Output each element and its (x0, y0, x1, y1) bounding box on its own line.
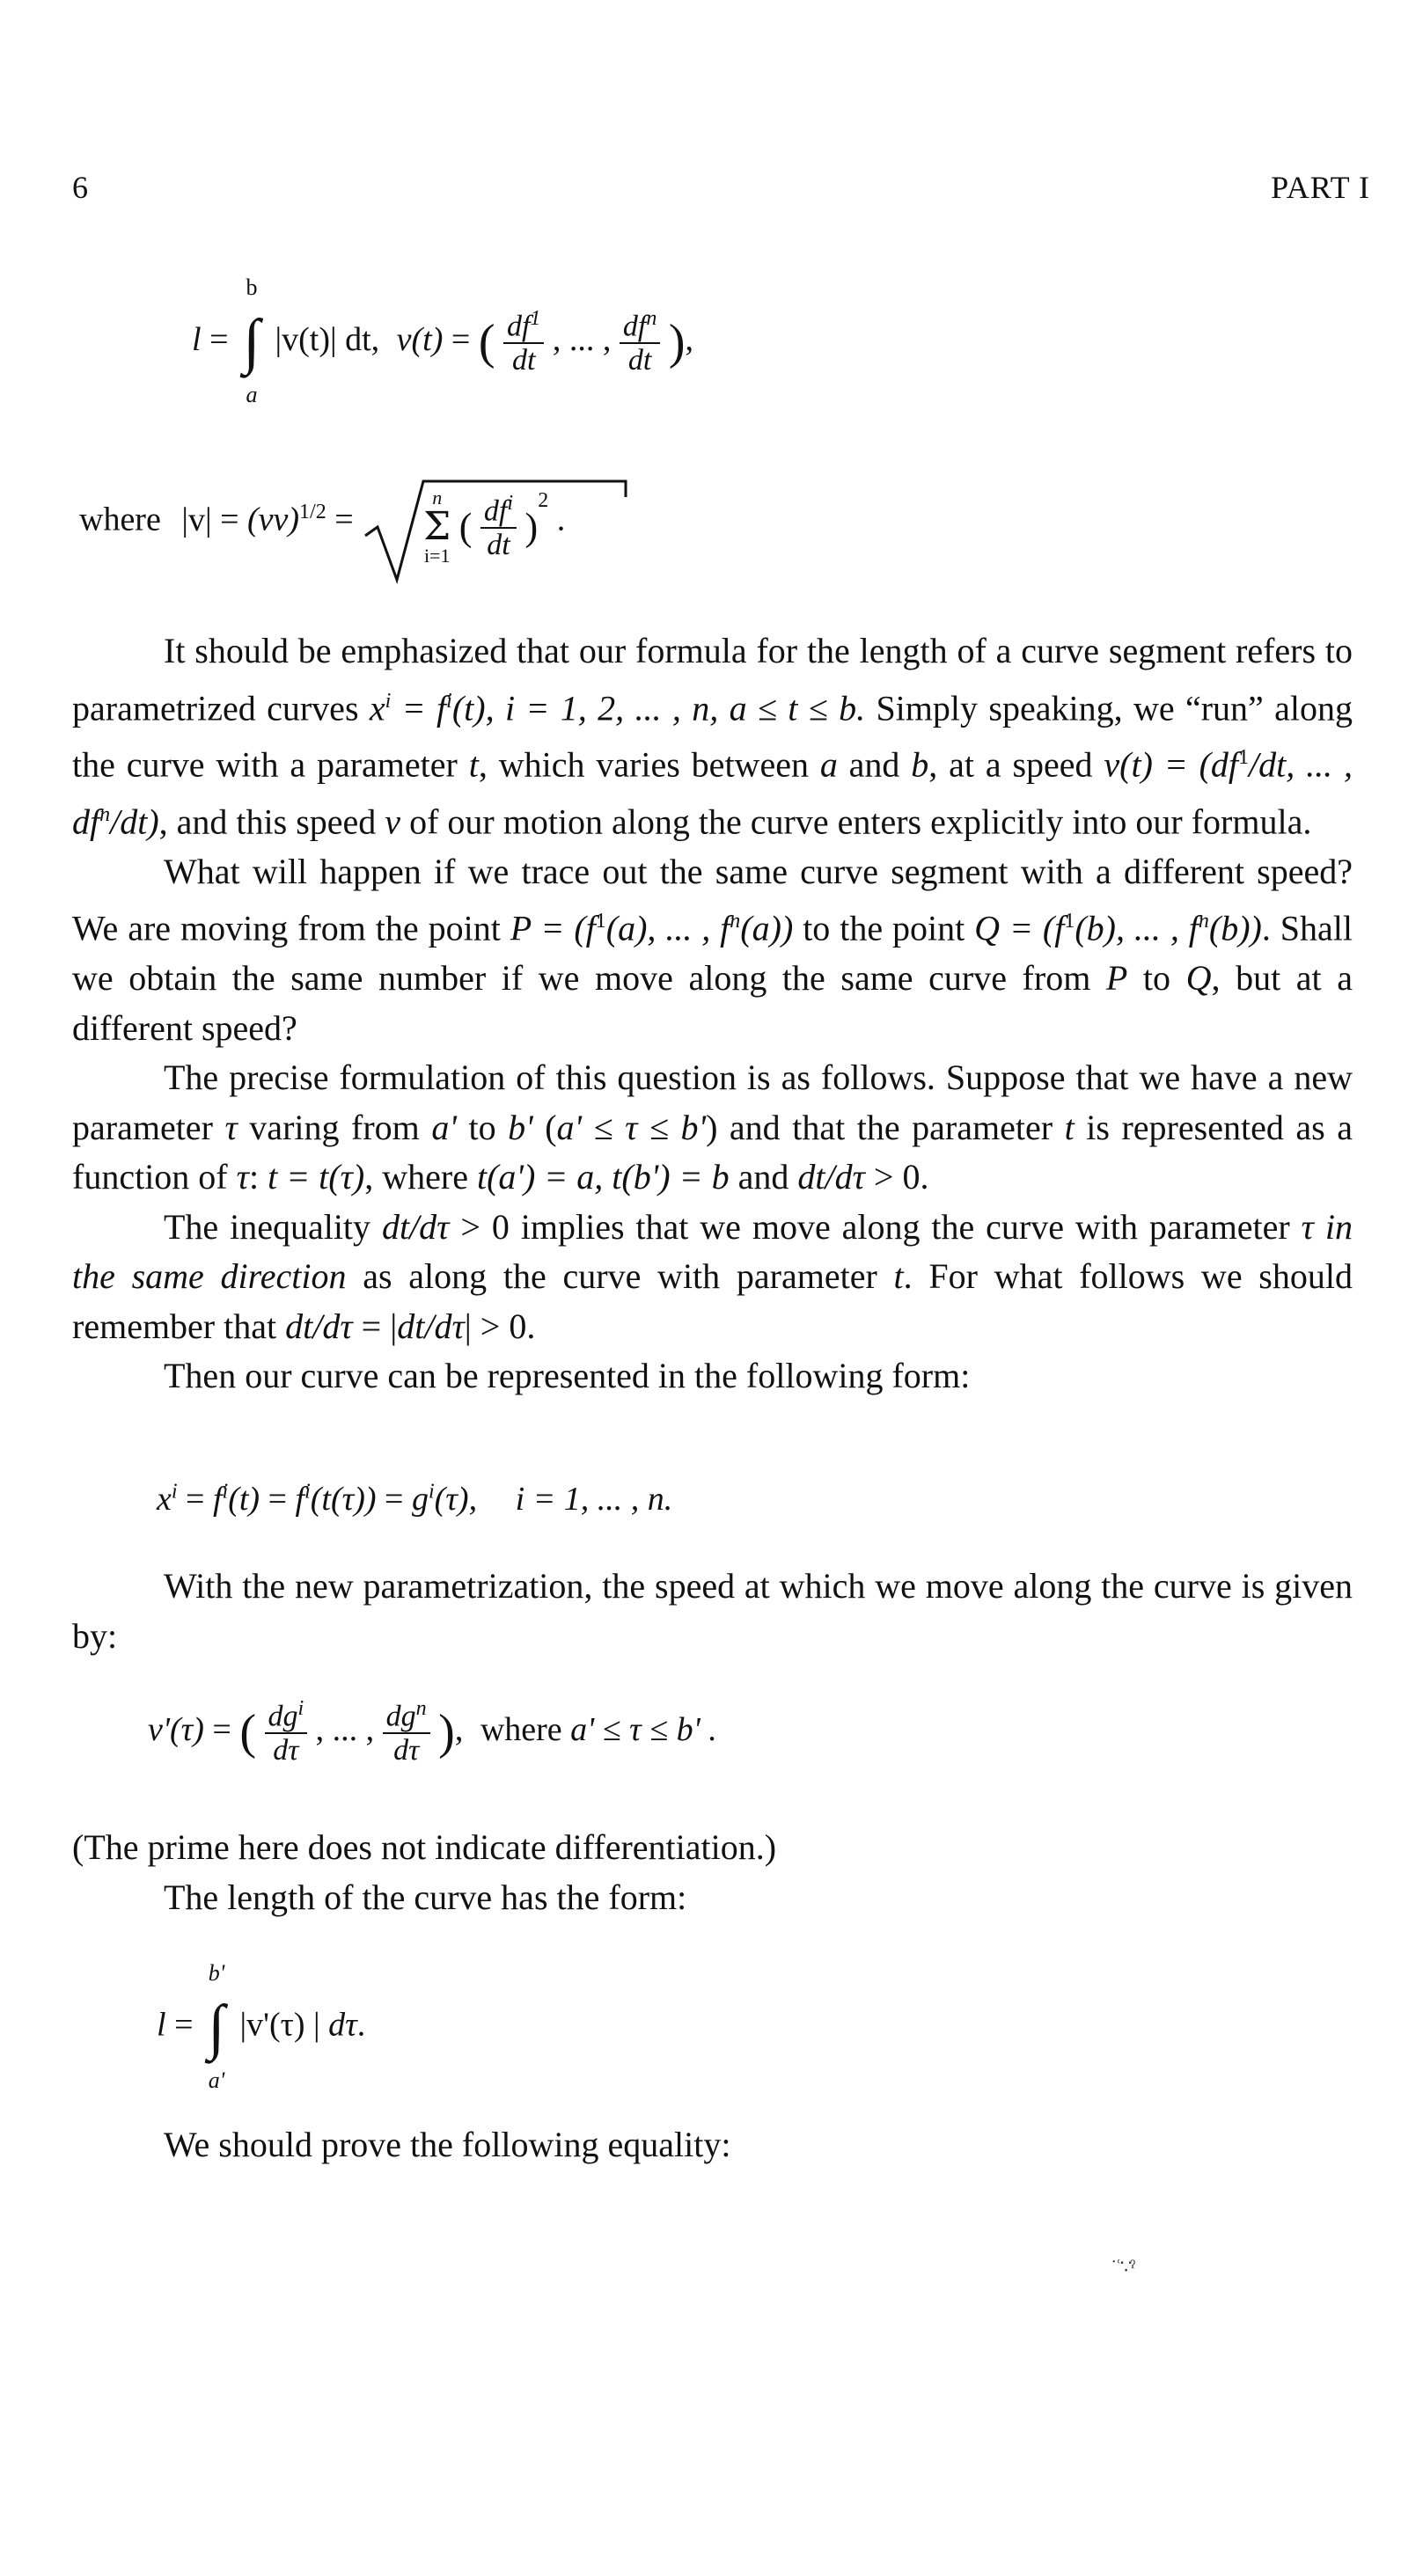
ellipsis: , ... , (552, 320, 612, 358)
formula-lhs: l (192, 320, 202, 358)
fraction-dgn-dtau: $\frac{dg^n}{d\tau}$ (383, 1698, 430, 1767)
square-root: n Σ i=1 ( $\frac{df^i}{dt}$ )$^2$ (362, 479, 548, 566)
integral-sign-2: b' ∫ a' (208, 1960, 225, 2093)
where-label: where (79, 501, 161, 538)
paragraph-7: (The prime here does not indicate differentiation.) (72, 1827, 777, 1867)
paragraph-1: It should be emphasized that our formula for the length of a curve segment refers to parametrized curves $x^i = f^i(t)$, i = 1, 2, ... , n, a ≤ t ≤ b. Simply speaking, we “run” along the curve with a parameter t, which varies between a and b, at a speed $v(t) = (df^1/dt$, ... , $df^n/dt$), and this speed v of our motion along the curve enters explicitly into our formula. (72, 631, 1353, 842)
paragraph-3: The precise formulation of this question is as follows. Suppose that we have a new parameter τ varing from a' to b' (a' ≤ τ ≤ b') and that the parameter t is represented as a function of τ: t = t(τ), where t(a') = a, t(b') = b and dt/dτ > 0. (72, 1057, 1353, 1197)
formula-reparam: $x^i = f^i(t) = f^i(t(\tau)) = g^i(\tau)$, i = 1, ... , n. (157, 1480, 673, 1518)
integral-sign: b ∫ a (237, 311, 267, 373)
paragraph-4: The inequality dt/dτ > 0 implies that we move along the curve with parameter τ in the same direction as along the curve with parameter t. For what follows we should remember that dt/dτ = |dt/dτ| > 0. (72, 1206, 1353, 1346)
index-range: i = 1, ... , n. (515, 1481, 673, 1518)
formula-length-tau: l = b' ∫ a' |v'(τ) | dτ. (157, 1960, 366, 2093)
body-text-2 (72, 1562, 1353, 1661)
formula-arc-length: l = b ∫ a |v(t)| dt, v(t) = ( $\frac{df^1}{dt}$ , ... , $\frac{df^n}{dt}$ ), (192, 274, 694, 408)
formula-speed: v'(τ) = ( $\frac{dg^i}{d\tau}$ , ... , $\frac{dg^n}{d\tau}$ ), where a' ≤ τ ≤ b' . (148, 1697, 717, 1767)
vv-term: (vv) (247, 501, 300, 538)
body-text-3 (72, 1823, 1353, 1922)
scan-mark: ˙ʿ∵ˀ (1111, 2256, 1134, 2278)
paragraph-6: With the new parametrization, the speed at which we move along the curve is given by: (72, 1566, 1353, 1656)
paragraph-2: What will happen if we trace out the same curve segment with a different speed? We are moving from the point $P = (f^1(a)$, ... , $f^n(a)$) to the point $Q = (f^1(b)$, ... , $f^n(b)$). Shall we obtain the same number if we move along the same curve from P to Q, but at a different speed? (72, 851, 1353, 1048)
part-label: PART I (1271, 170, 1370, 205)
paragraph-9: We should prove the following equality: (164, 2125, 731, 2164)
integrand: |v(t)| dt, (275, 320, 380, 358)
fraction-dfi-dt: $\frac{df^i}{dt}$ (480, 493, 517, 561)
fraction-dfn-dt: $\frac{df^n}{dt}$ (620, 308, 660, 377)
norm-v: |v| (181, 501, 212, 538)
paragraph-8: The length of the curve has the form: (164, 1877, 687, 1917)
v-definition: v(t) (396, 320, 444, 358)
integral-lower: a (246, 382, 258, 408)
page-number: 6 (72, 170, 88, 205)
fraction-df1-dt: $\frac{df^1}{dt}$ (503, 308, 544, 377)
paragraph-5: Then our curve can be represented in the following form: (164, 1356, 971, 1396)
fraction-dgi-dtau: $\frac{dg^i}{d\tau}$ (265, 1698, 308, 1767)
integral-upper: b (246, 274, 258, 301)
formula-norm: where |v| = (vv)$^{1/2}$ = n Σ i=1 ( $\frac{df^i}{dt}$ )$^2$ . (79, 479, 565, 566)
body-text (72, 626, 1353, 1401)
page-header (72, 169, 1370, 213)
summation: n Σ i=1 (423, 487, 451, 567)
body-text-4 (72, 2120, 1353, 2170)
